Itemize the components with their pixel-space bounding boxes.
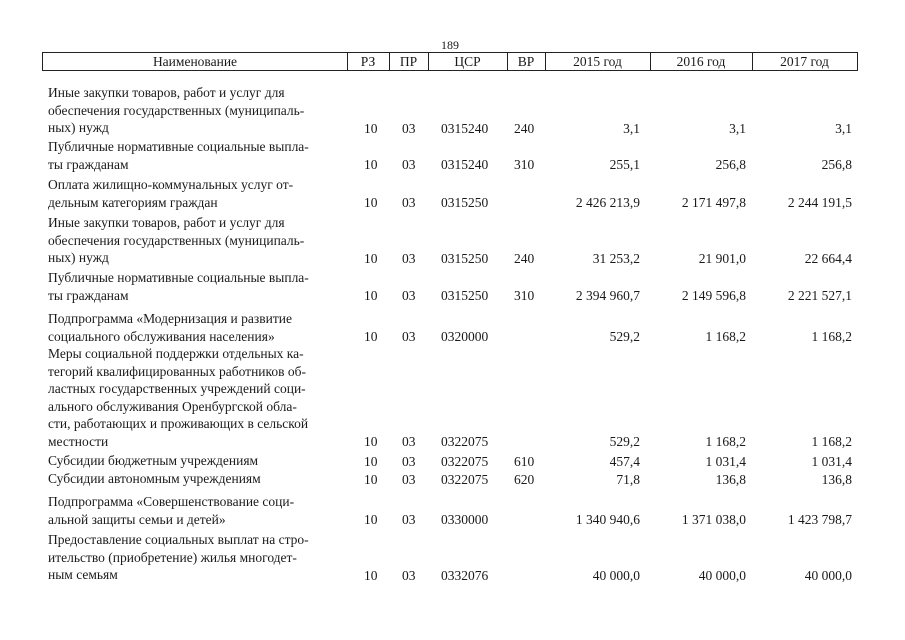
cell-vr: 310 [514, 157, 535, 172]
header-2016: 2016 год [650, 52, 753, 71]
cell-2015: 31 253,2 [592, 250, 640, 266]
cell-rz: 10 [364, 453, 378, 469]
row-name-line: Иные закупки товаров, работ и услуг для [48, 215, 285, 230]
cell-pr: 03 [402, 288, 416, 303]
row-name-line: социального обслуживания населения» [48, 328, 275, 344]
cell-2015: 2 394 960,7 [575, 288, 640, 303]
row-name-line: Подпрограмма «Модернизация и развитие [48, 311, 292, 326]
row-name-line: ительство (приобретение) жилья многодет- [48, 549, 297, 565]
cell-pr: 03 [402, 453, 416, 469]
cell-rz: 10 [364, 512, 378, 527]
cell-pr: 03 [402, 471, 416, 487]
cell-csr: 0330000 [441, 512, 489, 527]
cell-pr: 03 [402, 329, 416, 344]
cell-2017: 2 244 191,5 [787, 195, 852, 210]
cell-rz: 10 [364, 288, 378, 303]
cell-csr: 0315250 [441, 250, 489, 266]
cell-2016: 136,8 [715, 471, 746, 487]
cell-2016: 1 168,2 [705, 329, 746, 344]
cell-pr: 03 [402, 120, 416, 136]
row-name [48, 214, 348, 267]
row-name-line: местности [48, 433, 109, 449]
row-name-line: Предоставление социальных выплат на стро- [48, 532, 309, 547]
row-name-line: Иные закупки товаров, работ и услуг для [48, 85, 285, 100]
cell-rz: 10 [364, 157, 378, 172]
page-number: 189 [441, 38, 459, 52]
row-name-line: ты гражданам [48, 156, 129, 172]
row-name [48, 531, 348, 584]
header-2015: 2015 год [545, 52, 651, 71]
cell-pr: 03 [402, 250, 416, 266]
cell-csr: 0315250 [441, 195, 489, 210]
row-name [48, 138, 348, 173]
cell-2015: 3,1 [623, 120, 640, 136]
cell-csr: 0322075 [441, 434, 489, 449]
row-name-line: Субсидии бюджетным учреждениям [48, 453, 259, 468]
cell-2016: 40 000,0 [698, 567, 746, 583]
cell-rz: 10 [364, 329, 378, 344]
cell-2017: 1 031,4 [811, 453, 852, 469]
header-csr: ЦСР [428, 52, 508, 71]
row-name-line: Публичные нормативные социальные выпла- [48, 270, 309, 285]
cell-pr: 03 [402, 195, 416, 210]
row-name-line: Публичные нормативные социальные выпла- [48, 139, 309, 154]
cell-2017: 3,1 [835, 120, 852, 136]
cell-2015: 255,1 [609, 157, 640, 172]
cell-pr: 03 [402, 567, 416, 583]
cell-csr: 0320000 [441, 329, 489, 344]
row-name-line: альной защиты семьи и детей» [48, 511, 226, 527]
cell-rz: 10 [364, 120, 378, 136]
cell-2015: 529,2 [609, 329, 640, 344]
cell-2015: 529,2 [609, 434, 640, 449]
header-pr: ПР [389, 52, 429, 71]
row-name-line: дельным категориям граждан [48, 194, 218, 210]
cell-csr: 0315250 [441, 288, 489, 303]
cell-2017: 2 221 527,1 [787, 288, 852, 303]
cell-csr: 0315240 [441, 120, 489, 136]
header-vr: ВР [507, 52, 546, 71]
cell-2015: 40 000,0 [592, 567, 640, 583]
row-name-line: ластных государственных учреждений соци- [48, 381, 306, 396]
row-name-line: ных) нужд [48, 120, 109, 135]
row-name-line: Подпрограмма «Совершенствование соци- [48, 494, 295, 509]
cell-2016: 2 149 596,8 [681, 288, 746, 303]
row-name [48, 452, 348, 470]
cell-2017: 1 168,2 [811, 434, 852, 449]
cell-2015: 1 340 940,6 [575, 512, 640, 527]
cell-2016: 256,8 [715, 157, 746, 172]
cell-csr: 0332076 [441, 567, 489, 583]
table-header [0, 0, 905, 80]
cell-2017: 136,8 [821, 471, 852, 487]
cell-rz: 10 [364, 250, 378, 266]
cell-vr: 240 [514, 120, 535, 136]
row-name-line: обеспечения государственных (муниципаль- [48, 232, 305, 248]
cell-rz: 10 [364, 434, 378, 449]
row-name [48, 84, 348, 137]
cell-vr: 310 [514, 288, 535, 303]
row-name-line: ных) нужд [48, 250, 109, 265]
cell-2017: 1 423 798,7 [787, 512, 852, 527]
cell-2017: 1 168,2 [811, 329, 852, 344]
row-name-line: Меры социальной поддержки отдельных ка- [48, 346, 304, 361]
row-name-line: ального обслуживания Оренбургской обла- [48, 398, 297, 414]
cell-2016: 1 371 038,0 [681, 512, 746, 527]
cell-vr: 610 [514, 453, 535, 469]
header-2017: 2017 год [752, 52, 858, 71]
cell-2015: 71,8 [616, 471, 640, 487]
cell-2016: 3,1 [729, 120, 746, 136]
row-name [48, 176, 348, 211]
row-name-line: ным семьям [48, 567, 118, 582]
cell-rz: 10 [364, 471, 378, 487]
cell-2017: 22 664,4 [804, 250, 852, 266]
row-name-line: ты гражданам [48, 287, 129, 303]
cell-2016: 1 031,4 [705, 453, 746, 469]
row-name-line: тегорий квалифицированных работников об- [48, 363, 307, 379]
cell-2016: 2 171 497,8 [681, 195, 746, 210]
header-rz: РЗ [347, 52, 390, 71]
row-name-line: Оплата жилищно-коммунальных услуг от- [48, 177, 294, 192]
row-name [48, 470, 348, 488]
header-name: Наименование [42, 52, 348, 71]
cell-2017: 256,8 [821, 157, 852, 172]
cell-2016: 21 901,0 [698, 250, 746, 266]
cell-rz: 10 [364, 195, 378, 210]
cell-csr: 0315240 [441, 157, 489, 172]
cell-pr: 03 [402, 434, 416, 449]
cell-pr: 03 [402, 512, 416, 527]
cell-2017: 40 000,0 [804, 567, 852, 583]
cell-2015: 457,4 [609, 453, 640, 469]
row-name-line: сти, работающих и проживающих в сельской [48, 416, 309, 431]
row-name [48, 493, 348, 528]
row-name-line: Субсидии автономным учреждениям [48, 471, 261, 486]
cell-pr: 03 [402, 157, 416, 172]
cell-2015: 2 426 213,9 [575, 195, 640, 210]
row-name [48, 345, 348, 450]
row-name [48, 310, 348, 345]
cell-2016: 1 168,2 [705, 434, 746, 449]
row-name-line: обеспечения государственных (муниципаль- [48, 102, 305, 118]
cell-vr: 240 [514, 250, 535, 266]
cell-vr: 620 [514, 471, 535, 487]
row-name [48, 269, 348, 304]
cell-csr: 0322075 [441, 471, 489, 487]
cell-rz: 10 [364, 567, 378, 583]
cell-csr: 0322075 [441, 453, 489, 469]
